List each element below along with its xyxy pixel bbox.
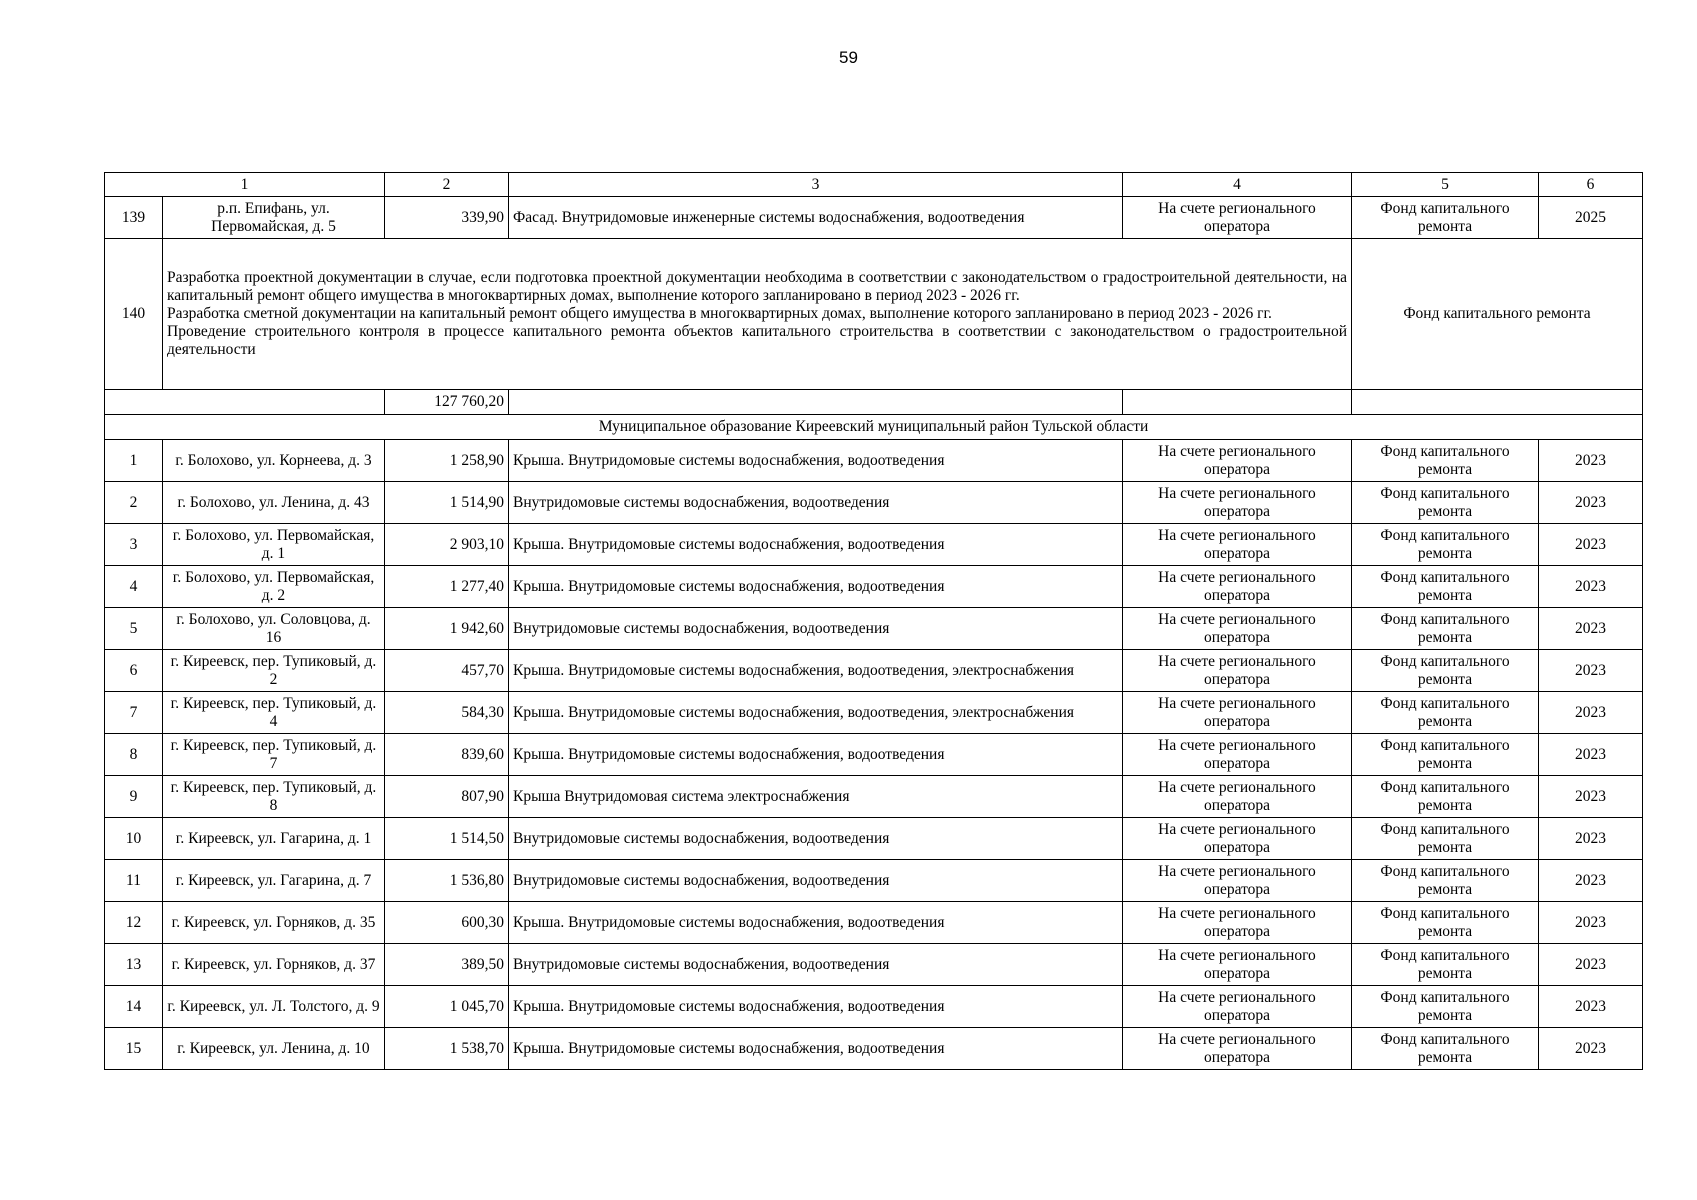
row-number: 1	[105, 440, 163, 482]
row-works: Крыша. Внутридомовые системы водоснабжения, водоотведения	[509, 524, 1123, 566]
row-works: Крыша. Внутридомовые системы водоснабжения, водоотведения	[509, 734, 1123, 776]
row-area: 1 514,50	[385, 818, 509, 860]
row-number: 139	[105, 197, 163, 239]
row-number: 8	[105, 734, 163, 776]
table-row	[105, 566, 1643, 608]
row-number: 140	[105, 239, 163, 390]
row-funding-source: Фонд капитального ремонта	[1352, 440, 1539, 482]
row-number: 4	[105, 566, 163, 608]
column-header-4: 4	[1123, 173, 1352, 197]
row-area: 389,50	[385, 944, 509, 986]
table-row	[105, 524, 1643, 566]
row-area: 1 514,90	[385, 482, 509, 524]
column-header-3: 3	[509, 173, 1123, 197]
row-address: г. Киреевск, ул. Гагарина, д. 7	[163, 860, 385, 902]
row-funding-source: Фонд капитального ремонта	[1352, 482, 1539, 524]
row-year: 2023	[1539, 566, 1643, 608]
row-number: 10	[105, 818, 163, 860]
row-funding-source: Фонд капитального ремонта	[1352, 524, 1539, 566]
row-area: 339,90	[385, 197, 509, 239]
row-area: 807,90	[385, 776, 509, 818]
row-year: 2023	[1539, 986, 1643, 1028]
row-account: На счете регионального оператора	[1123, 1028, 1352, 1070]
row-number: 12	[105, 902, 163, 944]
row-funding-source: Фонд капитального ремонта	[1352, 734, 1539, 776]
column-number-header-row	[105, 173, 1643, 197]
row-number: 7	[105, 692, 163, 734]
row-account: На счете регионального оператора	[1123, 650, 1352, 692]
row-address: г. Киреевск, пер. Тупиковый, д. 4	[163, 692, 385, 734]
row-year: 2023	[1539, 902, 1643, 944]
capital-repair-table	[104, 172, 1643, 1070]
row-funding-source: Фонд капитального ремонта	[1352, 566, 1539, 608]
row-area: 2 903,10	[385, 524, 509, 566]
table-row-documentation	[105, 239, 1643, 390]
estimate-documentation-text: Разработка сметной документации на капитальный ремонт общего имущества в многоквартирных домах, выполнение которого запланировано в период 2023 - 2026 гг.	[167, 305, 1272, 323]
row-account: На счете регионального оператора	[1123, 566, 1352, 608]
table-row	[105, 986, 1643, 1028]
row-number: 6	[105, 650, 163, 692]
row-address: г. Киреевск, ул. Л. Толстого, д. 9	[163, 986, 385, 1028]
row-address: г. Болохово, ул. Соловцова, д. 16	[163, 608, 385, 650]
row-address: г. Болохово, ул. Первомайская, д. 2	[163, 566, 385, 608]
table-row	[105, 944, 1643, 986]
row-number: 5	[105, 608, 163, 650]
row-address: г. Болохово, ул. Первомайская, д. 1	[163, 524, 385, 566]
row-address: г. Киреевск, ул. Горняков, д. 35	[163, 902, 385, 944]
row-address: р.п. Епифань, ул. Первомайская, д. 5	[163, 197, 385, 239]
row-year: 2023	[1539, 776, 1643, 818]
row-year: 2023	[1539, 524, 1643, 566]
row-number: 2	[105, 482, 163, 524]
row-address: г. Болохово, ул. Ленина, д. 43	[163, 482, 385, 524]
row-funding-source: Фонд капитального ремонта	[1352, 1028, 1539, 1070]
row-address: г. Киреевск, ул. Ленина, д. 10	[163, 1028, 385, 1070]
row-funding-source: Фонд капитального ремонта	[1352, 902, 1539, 944]
row-account: На счете регионального оператора	[1123, 482, 1352, 524]
row-account: На счете регионального оператора	[1123, 776, 1352, 818]
row-works: Крыша. Внутридомовые системы водоснабжения, водоотведения	[509, 902, 1123, 944]
row-area: 457,70	[385, 650, 509, 692]
row-works: Внутридомовые системы водоснабжения, водоотведения	[509, 860, 1123, 902]
row-address: г. Болохово, ул. Корнеева, д. 3	[163, 440, 385, 482]
design-documentation-text: Разработка проектной документации в случае, если подготовка проектной документации необходима в соответствии с законодательством о градостроительной деятельности, на капитальный ремонт общего имущества в многоквартирных домах, выполнение которого запланировано в период 2023 - 2026 гг.	[167, 269, 1347, 305]
total-area: 127 760,20	[385, 390, 509, 415]
row-year: 2023	[1539, 440, 1643, 482]
row-funding-source: Фонд капитального ремонта	[1352, 608, 1539, 650]
row-account: На счете регионального оператора	[1123, 944, 1352, 986]
row-works: Внутридомовые системы водоснабжения, водоотведения	[509, 818, 1123, 860]
table-row	[105, 902, 1643, 944]
row-number: 9	[105, 776, 163, 818]
row-account: На счете регионального оператора	[1123, 818, 1352, 860]
total-label-empty	[105, 390, 385, 415]
row-funding-source: Фонд капитального ремонта	[1352, 692, 1539, 734]
row-number: 11	[105, 860, 163, 902]
total-empty-cell	[1352, 390, 1643, 415]
row-works: Крыша. Внутридомовые системы водоснабжения, водоотведения	[509, 986, 1123, 1028]
row-year: 2023	[1539, 860, 1643, 902]
documentation-works-text	[163, 239, 1352, 390]
row-number: 3	[105, 524, 163, 566]
row-year: 2023	[1539, 692, 1643, 734]
row-account: На счете регионального оператора	[1123, 692, 1352, 734]
column-header-5: 5	[1352, 173, 1539, 197]
row-works: Крыша. Внутридомовые системы водоснабжения, водоотведения	[509, 440, 1123, 482]
row-year: 2023	[1539, 1028, 1643, 1070]
section-title: Муниципальное образование Киреевский муниципальный район Тульской области	[105, 415, 1643, 440]
total-row	[105, 390, 1643, 415]
row-year: 2025	[1539, 197, 1643, 239]
row-account: На счете регионального оператора	[1123, 986, 1352, 1028]
column-header-2: 2	[385, 173, 509, 197]
row-works: Внутридомовые системы водоснабжения, водоотведения	[509, 944, 1123, 986]
construction-control-text: Проведение строительного контроля в процессе капитального ремонта объектов капитального строительства в соответствии с законодательством о градостроительной деятельности	[167, 322, 1347, 358]
row-funding-source: Фонд капитального ремонта	[1352, 239, 1643, 390]
table-row	[105, 860, 1643, 902]
row-area: 600,30	[385, 902, 509, 944]
total-empty-cell	[509, 390, 1123, 415]
row-funding-source: Фонд капитального ремонта	[1352, 860, 1539, 902]
row-funding-source: Фонд капитального ремонта	[1352, 776, 1539, 818]
row-year: 2023	[1539, 608, 1643, 650]
row-year: 2023	[1539, 482, 1643, 524]
table-row	[105, 776, 1643, 818]
row-year: 2023	[1539, 650, 1643, 692]
row-works: Фасад. Внутридомовые инженерные системы водоснабжения, водоотведения	[509, 197, 1123, 239]
row-funding-source: Фонд капитального ремонта	[1352, 944, 1539, 986]
row-area: 1 258,90	[385, 440, 509, 482]
row-area: 1 536,80	[385, 860, 509, 902]
table-row	[105, 440, 1643, 482]
row-area: 839,60	[385, 734, 509, 776]
row-funding-source: Фонд капитального ремонта	[1352, 650, 1539, 692]
row-account: На счете регионального оператора	[1123, 608, 1352, 650]
row-works: Крыша Внутридомовая система электроснабжения	[509, 776, 1123, 818]
table-row	[105, 1028, 1643, 1070]
table-body	[105, 173, 1643, 1070]
row-area: 1 942,60	[385, 608, 509, 650]
row-account: На счете регионального оператора	[1123, 524, 1352, 566]
row-account: На счете регионального оператора	[1123, 860, 1352, 902]
row-account: На счете регионального оператора	[1123, 440, 1352, 482]
table-row	[105, 608, 1643, 650]
row-works: Внутридомовые системы водоснабжения, водоотведения	[509, 482, 1123, 524]
table-row	[105, 818, 1643, 860]
row-works: Крыша. Внутридомовые системы водоснабжения, водоотведения	[509, 1028, 1123, 1070]
table-row	[105, 734, 1643, 776]
row-address: г. Киреевск, пер. Тупиковый, д. 8	[163, 776, 385, 818]
row-year: 2023	[1539, 734, 1643, 776]
row-year: 2023	[1539, 944, 1643, 986]
row-number: 15	[105, 1028, 163, 1070]
table-row	[105, 650, 1643, 692]
page-number: 59	[839, 48, 858, 67]
row-area: 1 045,70	[385, 986, 509, 1028]
row-address: г. Киреевск, пер. Тупиковый, д. 7	[163, 734, 385, 776]
row-area: 1 277,40	[385, 566, 509, 608]
row-number: 13	[105, 944, 163, 986]
table-row	[105, 692, 1643, 734]
row-funding-source: Фонд капитального ремонта	[1352, 818, 1539, 860]
column-header-1: 1	[105, 173, 385, 197]
row-works: Крыша. Внутридомовые системы водоснабжения, водоотведения, электроснабжения	[509, 692, 1123, 734]
row-address: г. Киреевск, пер. Тупиковый, д. 2	[163, 650, 385, 692]
row-works: Внутридомовые системы водоснабжения, водоотведения	[509, 608, 1123, 650]
row-works: Крыша. Внутридомовые системы водоснабжения, водоотведения, электроснабжения	[509, 650, 1123, 692]
row-account: На счете регионального оператора	[1123, 902, 1352, 944]
row-funding-source: Фонд капитального ремонта	[1352, 197, 1539, 239]
row-address: г. Киреевск, ул. Гагарина, д. 1	[163, 818, 385, 860]
row-address: г. Киреевск, ул. Горняков, д. 37	[163, 944, 385, 986]
row-account: На счете регионального оператора	[1123, 734, 1352, 776]
row-area: 584,30	[385, 692, 509, 734]
row-year: 2023	[1539, 818, 1643, 860]
row-area: 1 538,70	[385, 1028, 509, 1070]
total-empty-cell	[1123, 390, 1352, 415]
section-header-row	[105, 415, 1643, 440]
column-header-6: 6	[1539, 173, 1643, 197]
row-funding-source: Фонд капитального ремонта	[1352, 986, 1539, 1028]
row-account: На счете регионального оператора	[1123, 197, 1352, 239]
table-row	[105, 482, 1643, 524]
table-row	[105, 197, 1643, 239]
row-number: 14	[105, 986, 163, 1028]
row-works: Крыша. Внутридомовые системы водоснабжения, водоотведения	[509, 566, 1123, 608]
